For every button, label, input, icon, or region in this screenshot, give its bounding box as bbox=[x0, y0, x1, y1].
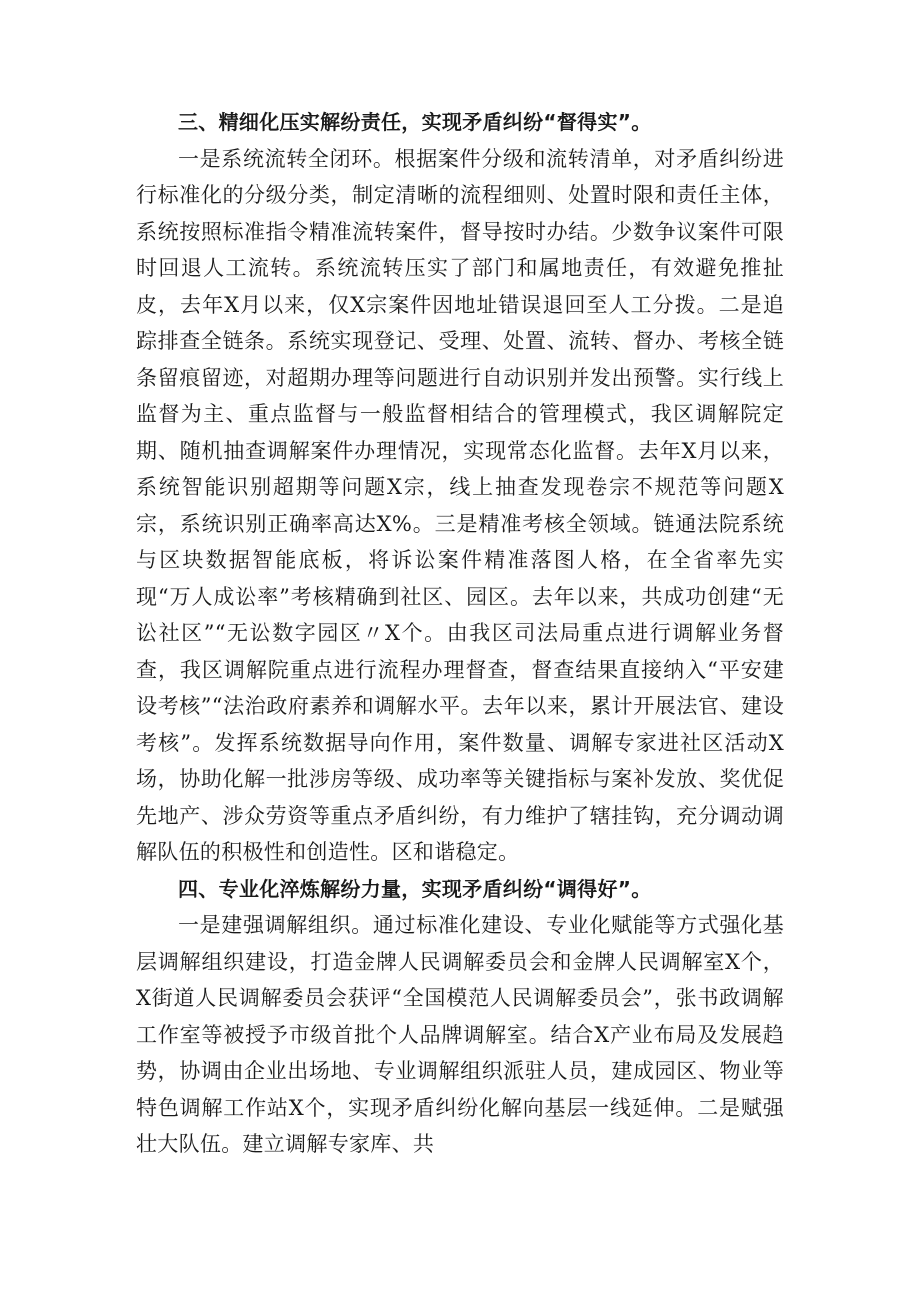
section-3-heading: 三、精细化压实解纷责任，实现矛盾纠纷“督得实”。 bbox=[178, 110, 652, 134]
section-3-paragraph: 一是系统流转全闭环。根据案件分级和流转清单，对矛盾纠纷进行标准化的分级分类，制定清晰的流程细则、处置时限和责任主体，系统按照标准指令精准流转案件，督导按时办结。少数争议案件可限时回退人工流转。系统流转压实了部门和属地责任，有效避免推扯皮，去年X月以来，仅X宗案件因地址错误退回至人工分拨。二是追踪排查全链条。系统实现登记、受理、处置、流转、督办、考核全链条留痕留迹，对超期办理等问题进行自动识别并发出预警。实行线上监督为主、重点监督与一般监督相结合的管理模式，我区调解院定期、随机抽查调解案件办理情况，实现常态化监督。去年X月以来，系统智能识别超期等问题X宗，线上抽查发现卷宗不规范等问题X宗，系统识别正确率高达X%。三是精准考核全领域。链通法院系统与区块数据智能底板，将诉讼案件精准落图人格，在全省率先实现“万人成讼率”考核精确到社区、园区。去年以来，共成功创建“无讼社区”“无讼数字园区〃X个。由我区司法局重点进行调解业务督查，我区调解院重点进行流程办理督查，督查结果直接纳入“平安建设考核”“法治政府素养和调解水平。去年以来，累计开展法官、建设考核”。发挥系统数据导向作用，案件数量、调解专家进社区活动X场，协助化解一批涉房等级、成功率等关键指标与案补发放、奖优促先地产、涉众劳资等重点矛盾纠纷，有力维护了辖挂钩，充分调动调解队伍的积极性和创造性。区和谐稳定。 bbox=[136, 146, 784, 864]
document-body bbox=[136, 104, 784, 1163]
section-4-heading: 四、专业化淬炼解纷力量，实现矛盾纠纷“调得好”。 bbox=[178, 876, 652, 901]
section-4-paragraph: 一是建强调解组织。通过标准化建设、专业化赋能等方式强化基层调解组织建设，打造金牌人民调解委员会和金牌人民调解室X个，X街道人民调解委员会获评“全国模范人民调解委员会”，张书政调解工作室等被授予市级首批个人品牌调解室。结合X产业布局及发展趋势，协调由企业出场地、专业调解组织派驻人员，建成园区、物业等特色调解工作站X个，实现矛盾纠纷化解向基层一线延伸。二是赋强壮大队伍。建立调解专家库、共 bbox=[136, 913, 784, 1156]
